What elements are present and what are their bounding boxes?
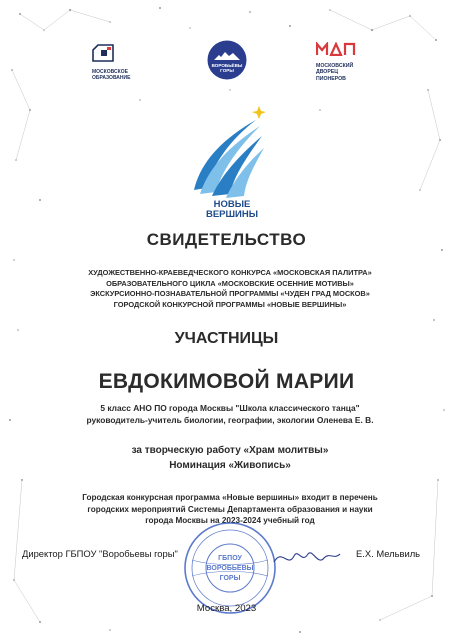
mdp-text-2: ДВОРЕЦ <box>316 69 339 76</box>
contest-block <box>40 268 420 310</box>
contest-line-1: ХУДОЖЕСТВЕННО-КРАЕВЕДЧЕСКОГО КОНКУРСА «МОСКОВСКАЯ ПАЛИТРА» <box>88 268 372 277</box>
stamp-text-1: ГБПОУ <box>218 555 242 562</box>
mdp-text-3: ПИОНЕРОВ <box>316 75 346 82</box>
program-line-3: города Москвы на 2023-2024 учебный год <box>145 516 315 525</box>
director-title: Директор ГБПОУ "Воробьевы горы" <box>22 548 178 559</box>
nomination-line: Номинация «Живопись» <box>169 459 291 471</box>
participant-name: ЕВДОКИМОВОЙ МАРИИ <box>98 370 355 393</box>
official-stamp <box>182 520 278 616</box>
mos-education-text-1: МОСКОВСКОЕ <box>92 69 128 75</box>
stamp-text-2: ВОРОБЬЕВЫ <box>206 565 254 572</box>
participant-label: УЧАСТНИЦЫ <box>174 330 279 347</box>
signer-name: Е.Х. Мельвиль <box>356 548 421 559</box>
contest-line-4: ГОРОДСКОЙ КОНКУРСНОЙ ПРОГРАММЫ «НОВЫЕ ВЕРШИНЫ» <box>113 299 347 309</box>
program-line-1: Городская конкурсная программа «Новые вершины» входит в перечень <box>82 493 378 502</box>
mdp-text-1: МОСКОВСКИЙ <box>316 63 354 69</box>
mos-education-logo <box>92 44 152 81</box>
school-line-2: руководитель-учитель биологии, географии, экологии Оленева Е. В. <box>86 415 374 425</box>
vg-logo-text-1: ВОРОБЬЁВЫ <box>211 63 243 68</box>
director-signature <box>272 542 342 570</box>
vg-logo-text-2: ГОРЫ <box>220 68 234 73</box>
mos-education-mark-icon <box>92 44 114 62</box>
place-date: Москва, 2023 <box>196 603 257 614</box>
stamp-text-3: ГОРЫ <box>219 575 241 582</box>
contest-line-3: ЭКСКУРСИОННО-ПОЗНАВАТЕЛЬНОЙ ПРОГРАММЫ «ЧУДЕН ГРАД МОСКОВ» <box>90 289 370 298</box>
school-line-1: 5 класс АНО ПО города Москвы "Школа классического танца" <box>100 403 360 413</box>
new-peaks-emblem <box>186 104 272 220</box>
contest-line-2: ОБРАЗОВАТЕЛЬНОГО ЦИКЛА «МОСКОВСКИЕ ОСЕННИЕ МОТИВЫ» <box>106 278 354 288</box>
work-block <box>40 444 420 473</box>
mos-pioneer-palace-logo <box>316 42 376 82</box>
emblem-star-icon <box>252 106 266 119</box>
vorobyovy-gory-logo <box>207 40 247 80</box>
emblem-text-2: ВЕРШИНЫ <box>205 209 259 220</box>
school-block <box>40 402 420 426</box>
certificate-title: СВИДЕТЕЛЬСТВО <box>146 230 307 249</box>
mdp-mark-icon <box>316 42 356 56</box>
emblem-text-1: НОВЫЕ <box>213 199 251 210</box>
mos-education-text-2: ОБРАЗОВАНИЕ <box>92 75 131 81</box>
work-title-line: за творческую работу «Храм молитвы» <box>131 445 329 456</box>
program-line-2: городских мероприятий Системы Департамента образования и науки <box>87 504 373 514</box>
